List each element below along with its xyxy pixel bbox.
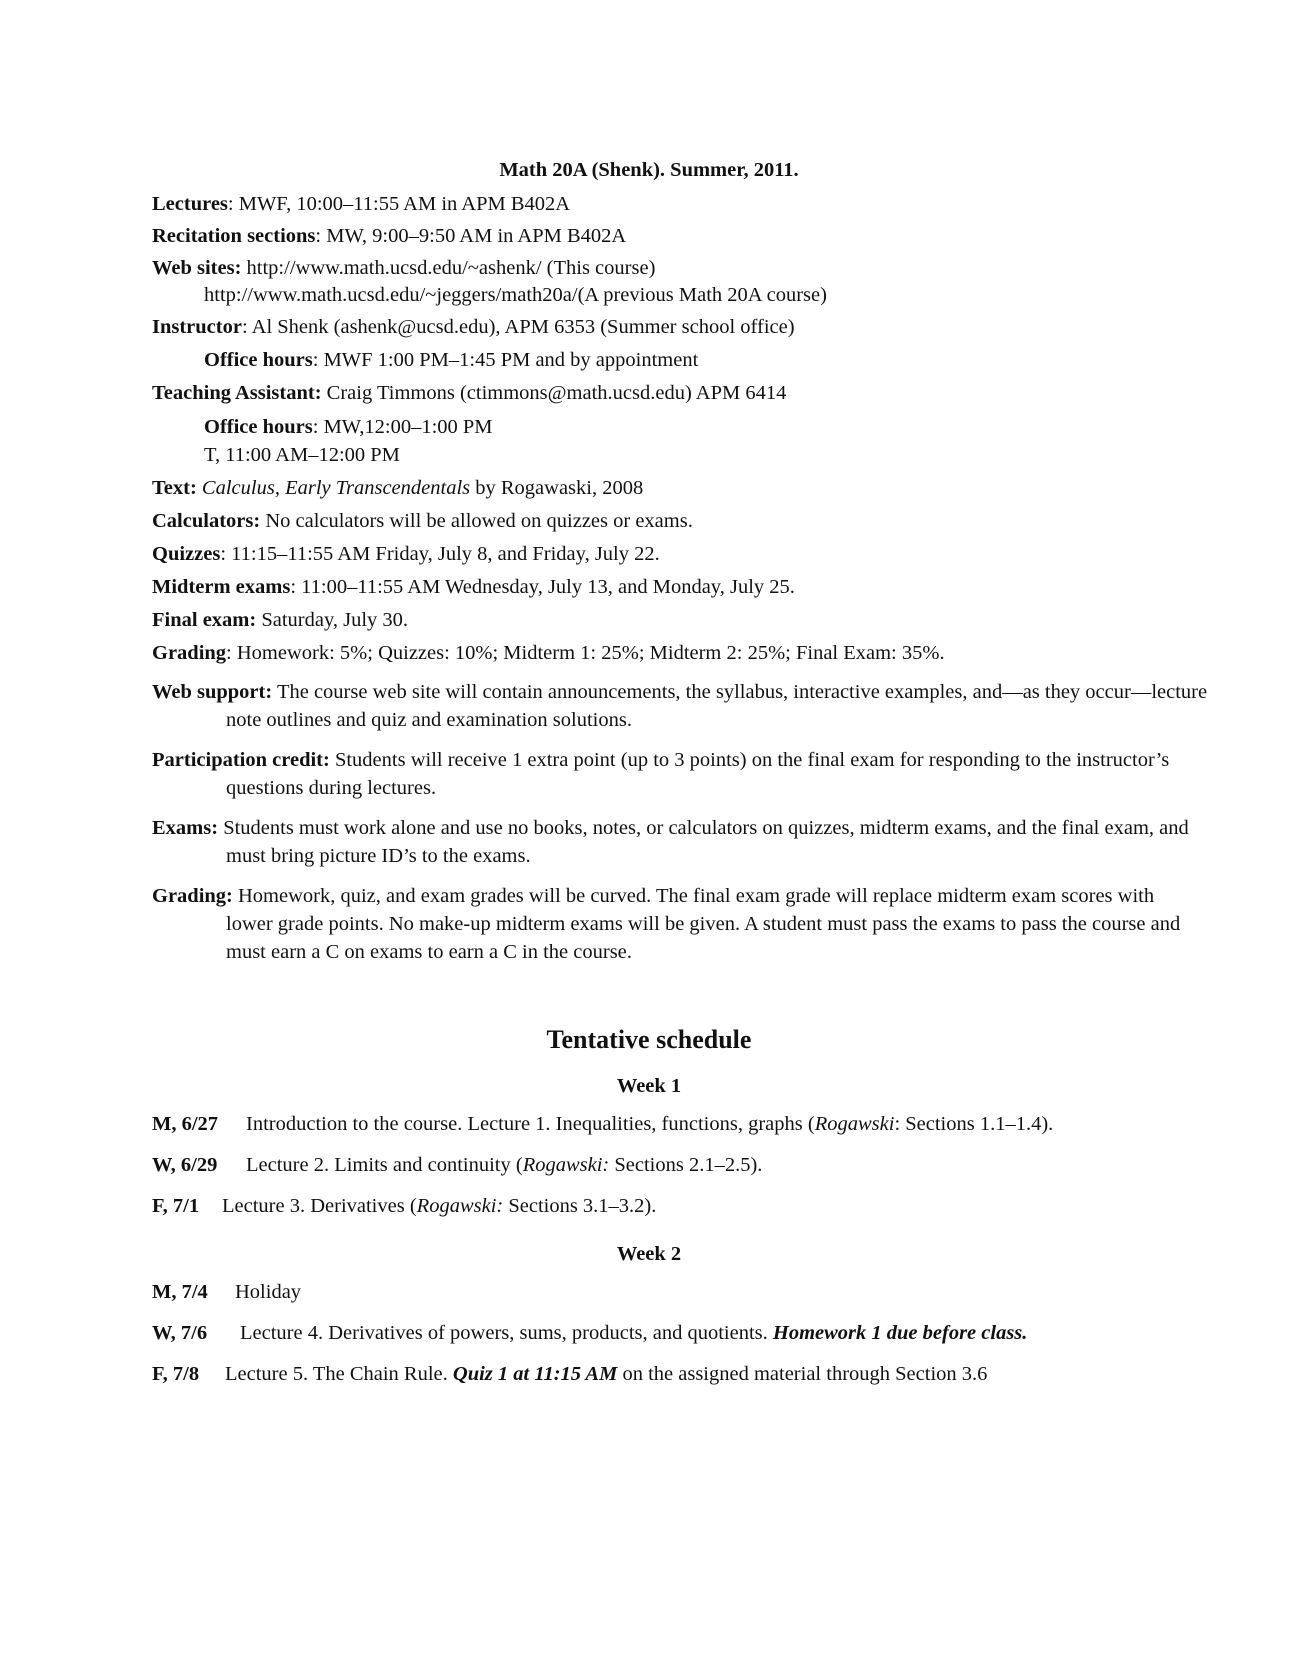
exams-label: Exams: bbox=[152, 817, 219, 839]
text-line bbox=[152, 474, 1142, 502]
week-1-heading: Week 1 bbox=[616, 1075, 682, 1097]
schedule-text-rest: on the assigned material through Section 3.6 bbox=[617, 1363, 988, 1385]
schedule-row bbox=[152, 1319, 1152, 1347]
textbook-title: Calculus, Early Transcendentals bbox=[196, 477, 471, 499]
schedule-ref-rest: Sections 3.1–3.2). bbox=[503, 1195, 657, 1217]
web-sites-line-2 bbox=[152, 281, 1194, 309]
schedule-ref: Rogawski bbox=[814, 1113, 895, 1135]
ta-office-text: : MW,12:00–1:00 PM bbox=[312, 416, 493, 438]
schedule-ref-rest: Sections 2.1–2.5). bbox=[609, 1154, 763, 1176]
instructor-text: : Al Shenk (ashenk@ucsd.edu), APM 6353 (Summer school office) bbox=[241, 316, 795, 338]
participation-paragraph bbox=[152, 746, 1216, 802]
homework-due-note: Homework 1 due before class. bbox=[772, 1322, 1028, 1344]
text-label: Text: bbox=[152, 477, 197, 499]
schedule-ref: Rogawski: bbox=[416, 1195, 504, 1217]
grading-weights-text: : Homework: 5%; Quizzes: 10%; Midterm 1: 25%; Midterm 2: 25%; Final Exam: 35%. bbox=[226, 642, 945, 664]
schedule-row bbox=[152, 1192, 1152, 1220]
participation-text: Students will receive 1 extra point (up to 3 points) on the final exam for responding to the instructor’s questions during lectures. bbox=[226, 749, 1170, 799]
web-sites-label: Web sites: bbox=[152, 257, 242, 279]
ta-office-hours bbox=[152, 413, 1194, 441]
exams-text: Students must work alone and use no books, notes, or calculators on quizzes, midterm exams, and the final exam, and must bring picture ID’s to the exams. bbox=[218, 817, 1189, 867]
final-exam-label: Final exam: bbox=[152, 609, 257, 631]
schedule-text: Lecture 3. Derivatives ( bbox=[222, 1195, 417, 1217]
schedule-day: W, 7/6 bbox=[152, 1322, 208, 1344]
schedule-day: F, 7/8 bbox=[152, 1363, 200, 1385]
ta-office-label: Office hours bbox=[204, 416, 313, 438]
web-sites-line bbox=[152, 254, 1142, 282]
web-support-text: The course web site will contain announcements, the syllabus, interactive examples, and—as they occur—lecture note outlines and quiz and examination solutions. bbox=[226, 681, 1208, 731]
instructor-office-label: Office hours bbox=[204, 349, 313, 371]
final-exam-line bbox=[152, 606, 1142, 634]
calculators-text: No calculators will be allowed on quizzes or exams. bbox=[260, 510, 693, 532]
quiz-note: Quiz 1 at 11:15 AM bbox=[452, 1363, 618, 1385]
grading-policy-paragraph bbox=[152, 882, 1186, 966]
web-support-label: Web support: bbox=[152, 681, 273, 703]
recitation-line bbox=[152, 222, 1142, 250]
schedule-row bbox=[152, 1278, 1152, 1306]
schedule-text: Lecture 2. Limits and continuity ( bbox=[246, 1154, 523, 1176]
final-exam-text: Saturday, July 30. bbox=[256, 609, 409, 631]
grading-weights-line bbox=[152, 639, 1142, 667]
schedule-row bbox=[152, 1110, 1152, 1138]
web-support-paragraph bbox=[152, 678, 1216, 734]
exams-paragraph bbox=[152, 814, 1216, 870]
midterms-line bbox=[152, 573, 1142, 601]
schedule-text: Introduction to the course. Lecture 1. Inequalities, functions, graphs ( bbox=[246, 1113, 815, 1135]
schedule-row bbox=[152, 1360, 1152, 1388]
ta-office-line2: T, 11:00 AM–12:00 PM bbox=[204, 444, 400, 466]
quizzes-text: : 11:15–11:55 AM Friday, July 8, and Friday, July 22. bbox=[220, 543, 660, 565]
ta-text: Craig Timmons (ctimmons@math.ucsd.edu) APM 6414 bbox=[321, 382, 787, 404]
instructor-office-text: : MWF 1:00 PM–1:45 PM and by appointment bbox=[312, 349, 699, 371]
participation-label: Participation credit: bbox=[152, 749, 330, 771]
ta-office-hours-2 bbox=[152, 441, 1194, 469]
schedule-day: M, 6/27 bbox=[152, 1113, 219, 1135]
schedule-text: Lecture 5. The Chain Rule. bbox=[225, 1363, 453, 1385]
quizzes-label: Quizzes bbox=[152, 543, 221, 565]
schedule-title: Tentative schedule bbox=[546, 1025, 752, 1054]
lectures-text: : MWF, 10:00–11:55 AM in APM B402A bbox=[227, 193, 571, 215]
schedule-day: W, 6/29 bbox=[152, 1154, 218, 1176]
week-2-heading: Week 2 bbox=[616, 1243, 682, 1265]
instructor-line bbox=[152, 313, 1142, 341]
web-site-course-link[interactable]: http://www.math.ucsd.edu/~ashenk/ (This course) bbox=[241, 257, 656, 279]
lectures-line bbox=[152, 190, 1142, 218]
schedule-ref: Rogawski: bbox=[522, 1154, 610, 1176]
midterms-text: : 11:00–11:55 AM Wednesday, July 13, and Monday, July 25. bbox=[290, 576, 795, 598]
schedule-text: Lecture 4. Derivatives of powers, sums, products, and quotients. bbox=[240, 1322, 773, 1344]
ta-label: Teaching Assistant: bbox=[152, 382, 322, 404]
web-site-previous-link[interactable]: http://www.math.ucsd.edu/~jeggers/math20a/(A previous Math 20A course) bbox=[204, 284, 827, 306]
grading-weights-label: Grading bbox=[152, 642, 227, 664]
instructor-label: Instructor bbox=[152, 316, 242, 338]
ta-line bbox=[152, 379, 1142, 407]
recitation-label: Recitation sections bbox=[152, 225, 316, 247]
schedule-day: F, 7/1 bbox=[152, 1195, 200, 1217]
quizzes-line bbox=[152, 540, 1142, 568]
textbook-author: by Rogawaski, 2008 bbox=[470, 477, 644, 499]
page-title: Math 20A (Shenk). Summer, 2011. bbox=[499, 159, 799, 181]
grading-policy-label: Grading: bbox=[152, 885, 233, 907]
instructor-office-hours bbox=[152, 346, 1194, 374]
schedule-day: M, 7/4 bbox=[152, 1281, 208, 1303]
lectures-label: Lectures bbox=[152, 193, 228, 215]
schedule-row bbox=[152, 1151, 1152, 1179]
midterms-label: Midterm exams bbox=[152, 576, 291, 598]
calculators-line bbox=[152, 507, 1142, 535]
schedule-text: Holiday bbox=[235, 1281, 302, 1303]
calculators-label: Calculators: bbox=[152, 510, 261, 532]
schedule-ref-rest: : Sections 1.1–1.4). bbox=[894, 1113, 1054, 1135]
recitation-text: : MW, 9:00–9:50 AM in APM B402A bbox=[315, 225, 627, 247]
grading-policy-text: Homework, quiz, and exam grades will be curved. The final exam grade will replace midterm exam scores with lower grade points. No make-up midterm exams will be given. A student must pass the exams to pass the course and must earn a C on exams to earn a C in the course. bbox=[226, 885, 1181, 963]
